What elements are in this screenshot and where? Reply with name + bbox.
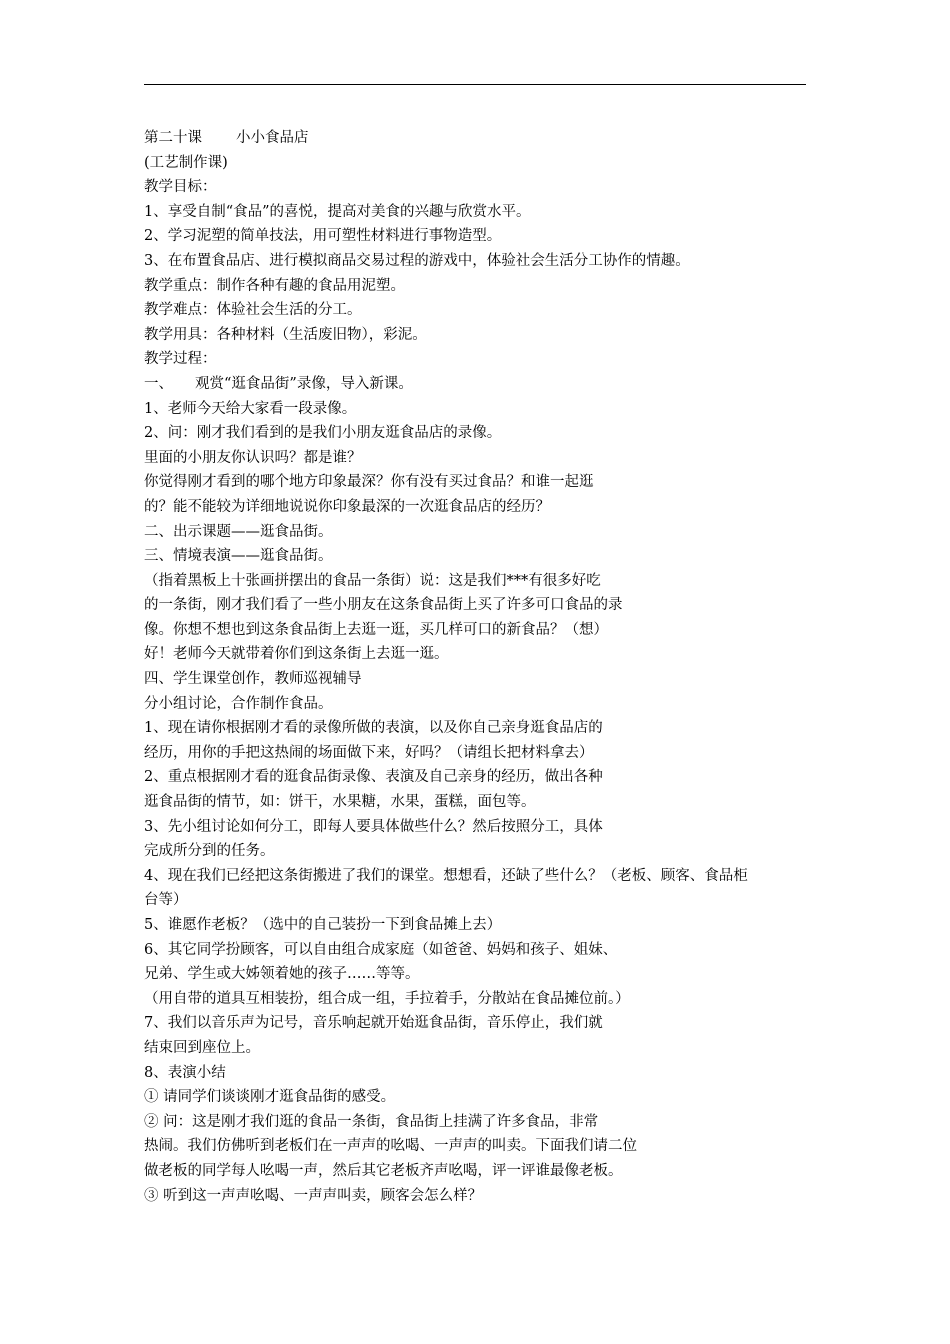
paragraph-line: 的一条街，刚才我们看了一些小朋友在这条食品街上买了许多可口食品的录 bbox=[144, 597, 623, 614]
paragraph-line: 完成所分到的任务。 bbox=[144, 843, 275, 860]
paragraph-line: ③ 听到这一声声吆喝、一声声叫卖，顾客会怎么样？ bbox=[144, 1187, 483, 1204]
paragraph-line: 好！老师今天就带着你们到这条街上去逛一逛。 bbox=[144, 646, 449, 663]
paragraph-line: 教学用具：各种材料（生活废旧物），彩泥。 bbox=[144, 326, 427, 343]
lesson-type: (工艺制作课) bbox=[144, 154, 228, 171]
paragraph-line: 教学重点：制作各种有趣的食品用泥塑。 bbox=[144, 277, 405, 294]
lesson-number: 第二十课 bbox=[144, 130, 202, 146]
paragraph-line: 3、在布置食品店、进行模拟商品交易过程的游戏中，体验社会生活分工协作的情趣。 bbox=[144, 252, 690, 269]
paragraph-line: （用自带的道具互相装扮，组合成一组，手拉着手，分散站在食品摊位前。） bbox=[144, 990, 630, 1007]
lesson-name: 小小食品店 bbox=[236, 130, 309, 146]
paragraph-line: 1、享受自制“食品”的喜悦，提高对美食的兴趣与欣赏水平。 bbox=[144, 203, 531, 220]
paragraph-line: 分小组讨论，合作制作食品。 bbox=[144, 695, 333, 712]
paragraph-line: 8、表演小结 bbox=[144, 1064, 226, 1081]
paragraph-line: 2、重点根据刚才看的逛食品街录像、表演及自己亲身的经历，做出各种 bbox=[144, 769, 603, 786]
header-rule bbox=[144, 84, 806, 85]
paragraph-line: 1、老师今天给大家看一段录像。 bbox=[144, 400, 357, 417]
paragraph-line: 5、谁愿作老板？（选中的自己装扮一下到食品摊上去） bbox=[144, 917, 502, 933]
paragraph-line: 的？能不能较为详细地说说你印象最深的一次逛食品店的经历？ bbox=[144, 498, 550, 515]
paragraph-line: 三、情境表演——逛食品街。 bbox=[144, 548, 333, 565]
paragraph-line: 热闹。我们仿佛听到老板们在一声声的吆喝、一声声的叫卖。下面我们请二位 bbox=[144, 1138, 637, 1155]
paragraph-line: （指着黑板上十张画拼摆出的食品一条街）说：这是我们***有很多好吃 bbox=[144, 572, 601, 589]
lesson-title bbox=[144, 126, 810, 151]
lesson-content bbox=[144, 126, 810, 1208]
paragraph-line: 3、先小组讨论如何分工，即每人要具体做些什么？然后按照分工，具体 bbox=[144, 818, 603, 835]
paragraph-line: 7、我们以音乐声为记号，音乐响起就开始逛食品街，音乐停止，我们就 bbox=[144, 1015, 603, 1032]
paragraph-line: 四、学生课堂创作，教师巡视辅导 bbox=[144, 671, 362, 688]
paragraph-line: ② 问：这是刚才我们逛的食品一条街，食品街上挂满了许多食品，非常 bbox=[144, 1113, 599, 1130]
paragraph-line: 1、现在请你根据刚才看的录像所做的表演，以及你自己亲身逛食品店的 bbox=[144, 720, 603, 737]
section-heading bbox=[144, 372, 810, 397]
paragraph-line: 结束回到座位上。 bbox=[144, 1039, 260, 1056]
paragraph-line: 像。你想不想也到这条食品街上去逛一逛，买几样可口的新食品？（想） bbox=[144, 621, 608, 638]
paragraph-line: 2、学习泥塑的简单技法，用可塑性材料进行事物造型。 bbox=[144, 228, 502, 245]
paragraph-line: 6、其它同学扮顾客，可以自由组合成家庭（如爸爸、妈妈和孩子、姐妹、 bbox=[144, 941, 618, 958]
paragraph-line: 逛食品街的情节，如：饼干，水果糖，水果，蛋糕，面包等。 bbox=[144, 794, 536, 811]
paragraph-line: 教学过程： bbox=[144, 351, 217, 368]
paragraph-line: 教学目标： bbox=[144, 179, 217, 196]
paragraph-line: ① 请同学们谈谈刚才逛食品街的感受。 bbox=[144, 1089, 396, 1106]
paragraph-line: 教学难点：体验社会生活的分工。 bbox=[144, 302, 362, 319]
paragraph-line: 你觉得刚才看到的哪个地方印象最深？你有没有买过食品？和谁一起逛 bbox=[144, 474, 594, 491]
section-text: 观赏“逛食品街”录像，导入新课。 bbox=[195, 375, 413, 392]
paragraph-line: 2、问：刚才我们看到的是我们小朋友逛食品店的录像。 bbox=[144, 425, 502, 442]
paragraph-line: 兄弟、学生或大姊领着她的孩子……等等。 bbox=[144, 966, 420, 983]
paragraph-line: 4、现在我们已经把这条街搬进了我们的课堂。想想看，还缺了些什么？（老板、顾客、食品柜 bbox=[144, 867, 748, 884]
paragraph-line: 二、出示课题——逛食品街。 bbox=[144, 523, 333, 540]
paragraph-line: 台等） bbox=[144, 892, 188, 909]
paragraph-line: 经历，用你的手把这热闹的场面做下来，好吗？（请组长把材料拿去） bbox=[144, 744, 594, 761]
section-number: 一、 bbox=[144, 375, 173, 392]
paragraph-line: 里面的小朋友你认识吗？都是谁？ bbox=[144, 449, 362, 466]
paragraph-line: 做老板的同学每人吆喝一声，然后其它老板齐声吆喝，评一评谁最像老板。 bbox=[144, 1162, 623, 1179]
